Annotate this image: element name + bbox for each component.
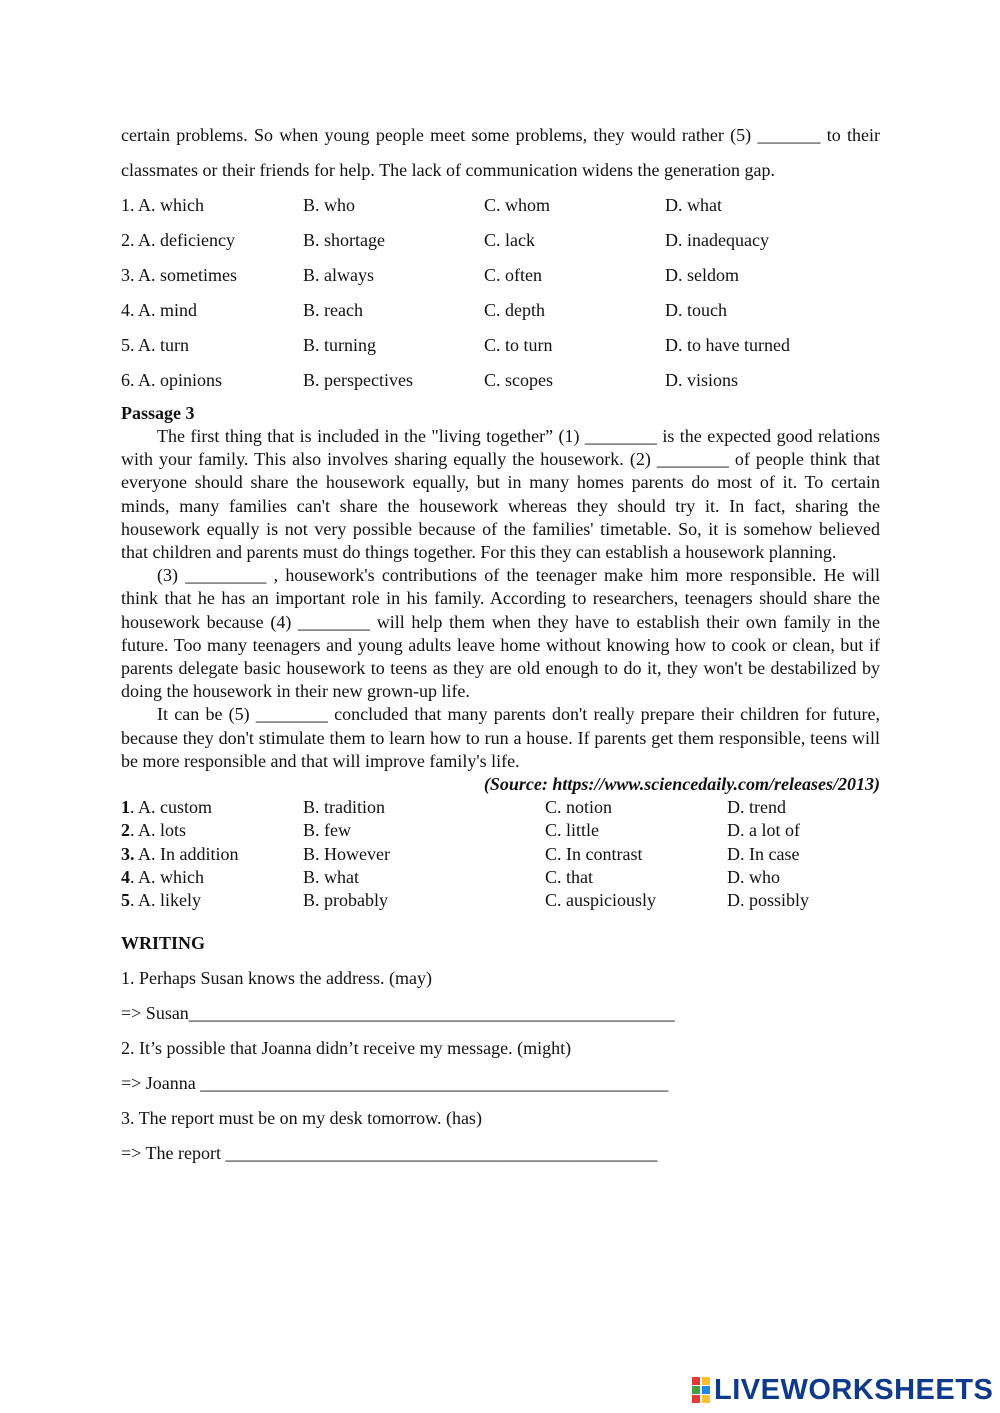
option-c: C. In contrast [545, 843, 643, 864]
option-b: B. shortage [303, 230, 385, 250]
logo-text: LIVEWORKSHEETS [714, 1373, 994, 1406]
option-a: 5. A. turn [121, 335, 190, 355]
writing-answer-line[interactable]: => The report ________________________________________________ [121, 1142, 658, 1163]
option-d: D. touch [665, 300, 727, 320]
writing-answer-line[interactable]: => Susan______________________________________________________ [121, 1002, 675, 1023]
option-a [121, 890, 303, 911]
question-number: 1 [121, 797, 130, 818]
option-row [121, 188, 880, 223]
question-number: 4 [121, 866, 130, 887]
option-c: C. notion [545, 797, 613, 818]
option-a-text: . A. custom [130, 797, 213, 818]
option-b: B. who [303, 195, 356, 215]
option-b: B. However [303, 843, 390, 864]
logo-icon [692, 1377, 710, 1403]
option-d: D. what [665, 195, 722, 215]
worksheet-page [121, 118, 880, 1171]
question-number: 2 [121, 820, 130, 841]
logo-square [702, 1377, 710, 1385]
option-a [121, 844, 303, 865]
option-c: C. to turn [484, 335, 553, 355]
option-row [121, 293, 880, 328]
writing-title: WRITING [121, 932, 206, 953]
passage2-options [121, 188, 880, 398]
option-c: C. lack [484, 230, 535, 250]
option-b: B. turning [303, 335, 377, 355]
option-a: 3. A. sometimes [121, 265, 237, 285]
option-b: B. few [303, 820, 351, 841]
logo-square [702, 1395, 710, 1403]
option-b: B. always [303, 265, 374, 285]
option-a-text: . A. likely [130, 889, 201, 910]
passage2-tail: certain problems. So when young people meet some problems, they would rather (5) _______ to their classmates or their friends for help. The lack of communication widens the generation gap. [121, 125, 880, 180]
option-a-text: . A. which [130, 866, 204, 887]
option-row [121, 842, 880, 865]
option-d: D. visions [665, 370, 739, 390]
option-d: D. who [727, 866, 780, 887]
passage3-paragraph: (3) _________ , housework's contributions of the teenager make him more responsible. He will think that he has an important role in his family. According to researchers, teenagers should share the housework because (4) ________ will help them when they have to establish their own family in the future. Too many teenagers and young adults leave home without knowing how to cook or clean, but if parents delegate basic housework to teens as they are old enough to do it, they won't be destabilized by doing the housework in their new grown-up life. [121, 565, 880, 702]
passage3-options [121, 796, 880, 912]
writing-answer-line[interactable]: => Joanna ____________________________________________________ [121, 1072, 669, 1093]
liveworksheets-logo[interactable] [692, 1373, 993, 1407]
option-row [121, 889, 880, 912]
logo-square [702, 1386, 710, 1394]
option-row [121, 819, 880, 842]
option-row [121, 258, 880, 293]
passage3-title: Passage 3 [121, 403, 195, 423]
passage3-source: (Source: https://www.sciencedaily.com/releases/2013) [483, 774, 880, 795]
passage3-paragraph: The first thing that is included in the "living together” (1) ________ is the expected good relations with your family. This also involves sharing equally the housework. (2) ________ of people think that everyone should share the housework equally, but in many homes parents do most of it. To certain minds, many families can't share the housework whereas they should try it. In fact, sharing the housework equally is not very possible because of the families' timetable. So, it is somehow believed that children and parents must do things together. For this they can establish a housework planning. [121, 426, 880, 563]
option-d: D. possibly [727, 889, 810, 910]
option-row [121, 866, 880, 889]
option-a-text: A. In addition [134, 843, 239, 864]
option-c: C. auspiciously [545, 889, 656, 910]
logo-square [692, 1395, 700, 1403]
option-a [121, 797, 303, 818]
option-c: C. whom [484, 195, 551, 215]
option-a: 1. A. which [121, 195, 204, 215]
option-row [121, 796, 880, 819]
option-d: D. seldom [665, 265, 739, 285]
option-d: D. a lot of [727, 820, 800, 841]
option-a-text: . A. lots [130, 820, 187, 841]
option-d: D. to have turned [665, 335, 790, 355]
option-d: D. inadequacy [665, 230, 769, 250]
option-row [121, 363, 880, 398]
option-c: C. depth [484, 300, 545, 320]
option-a [121, 867, 303, 888]
option-row [121, 223, 880, 258]
option-d: D. In case [727, 843, 800, 864]
option-c: C. little [545, 820, 599, 841]
writing-prompt: 1. Perhaps Susan knows the address. (may) [121, 967, 432, 988]
option-c: C. scopes [484, 370, 553, 390]
option-b: B. reach [303, 300, 363, 320]
option-b: B. tradition [303, 797, 385, 818]
option-d: D. trend [727, 797, 786, 818]
option-a: 6. A. opinions [121, 370, 223, 390]
option-a [121, 820, 303, 841]
option-a: 2. A. deficiency [121, 230, 235, 250]
option-b: B. probably [303, 889, 388, 910]
option-b: B. what [303, 866, 359, 887]
writing-prompt: 2. It’s possible that Joanna didn’t receive my message. (might) [121, 1037, 572, 1058]
question-number: 5 [121, 889, 130, 910]
option-c: C. often [484, 265, 542, 285]
option-row [121, 328, 880, 363]
option-b: B. perspectives [303, 370, 413, 390]
logo-square [692, 1377, 700, 1385]
option-a: 4. A. mind [121, 300, 198, 320]
question-number: 3. [121, 843, 135, 864]
passage3-paragraph: It can be (5) ________ concluded that many parents don't really prepare their children for future, because they don't stimulate them to learn how to run a house. If parents get them responsible, teens will be more responsible and that will improve family's life. [121, 704, 880, 771]
logo-square [692, 1386, 700, 1394]
writing-prompt: 3. The report must be on my desk tomorrow. (has) [121, 1107, 482, 1128]
option-c: C. that [545, 866, 593, 887]
